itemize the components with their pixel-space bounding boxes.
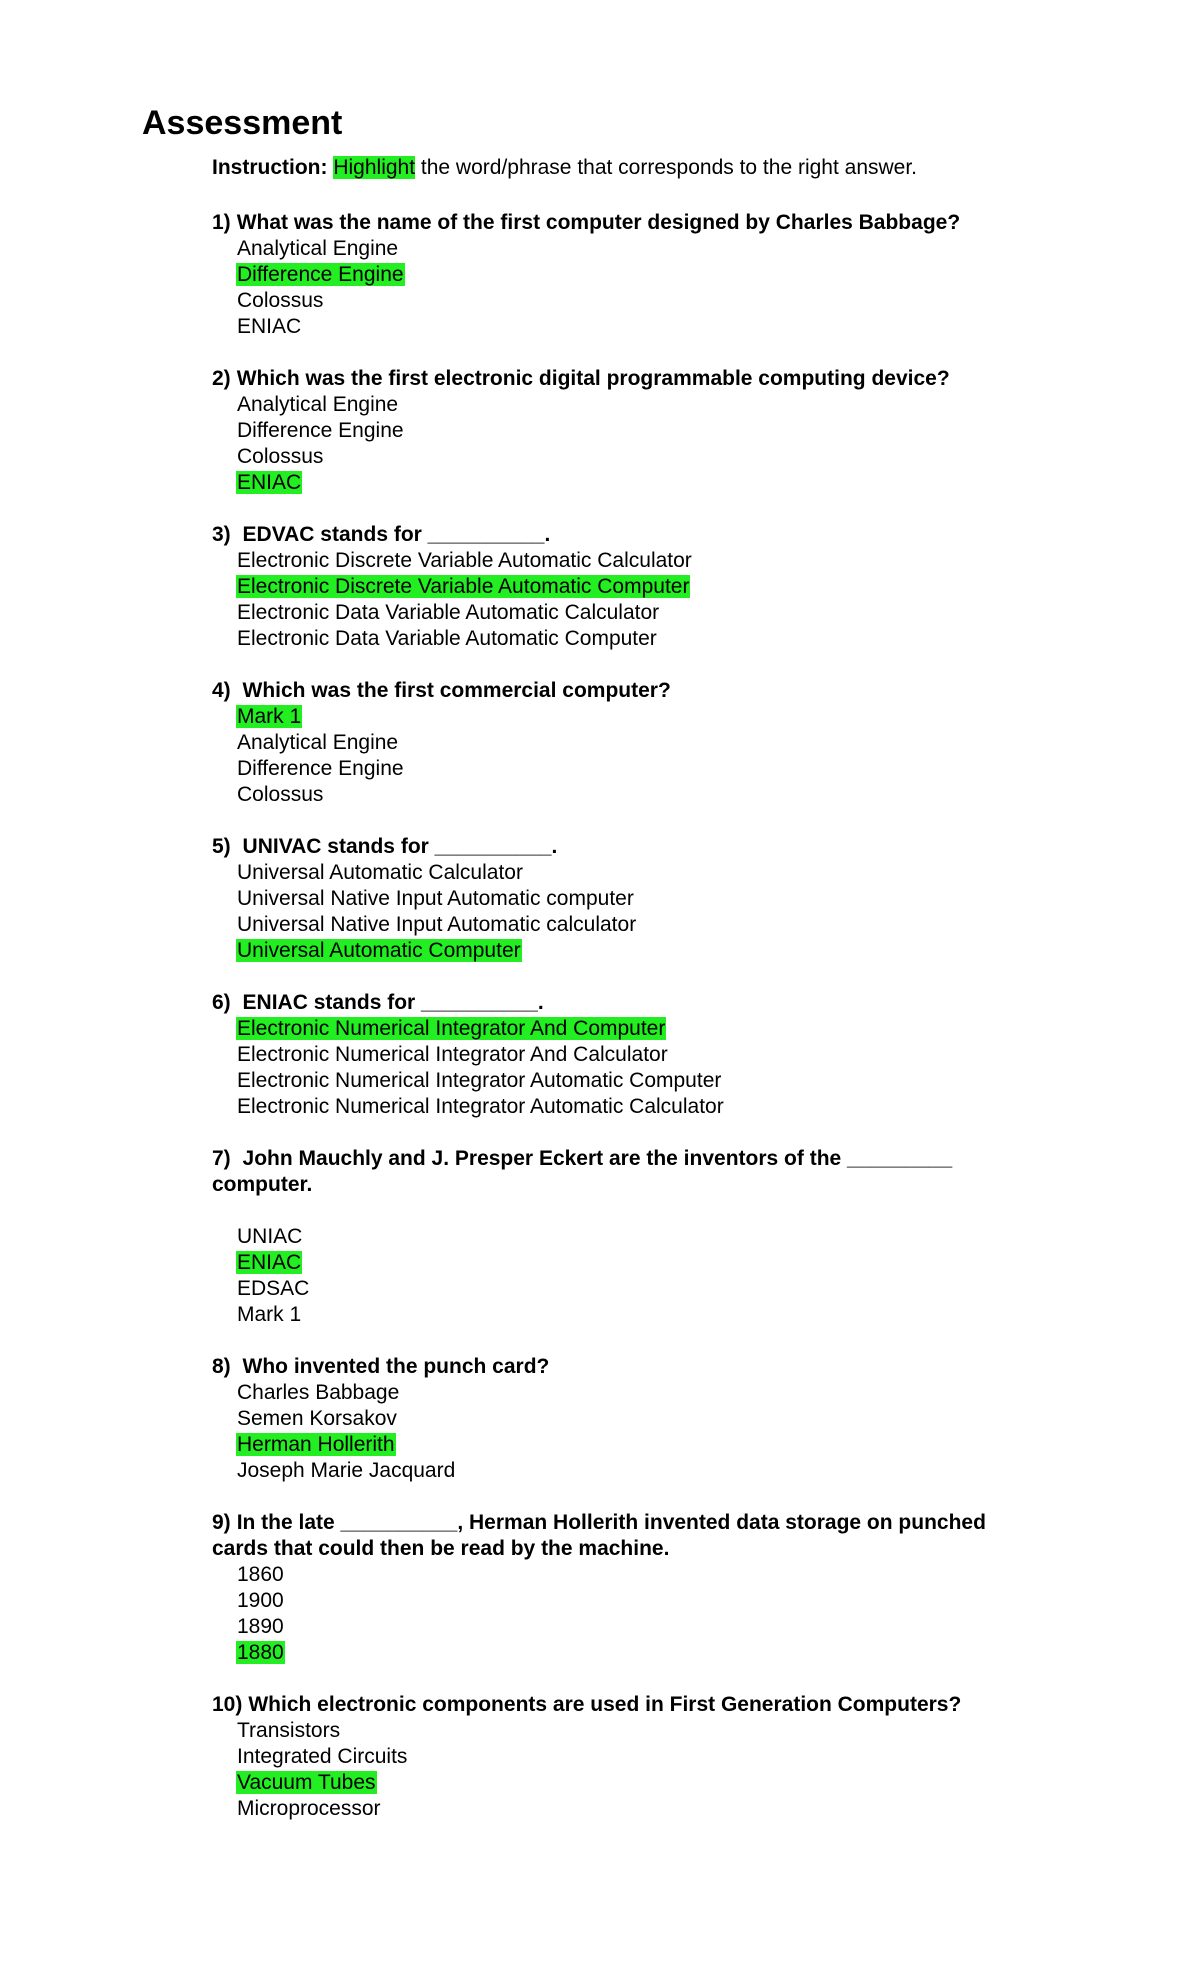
answer-option[interactable]	[236, 860, 1032, 886]
question-prompt: EDVAC stands for __________.	[236, 523, 551, 546]
question-number: 5)	[212, 835, 231, 858]
answer-option-text: Electronic Numerical Integrator And Calculator	[237, 1043, 668, 1066]
highlighted-answer: Universal Automatic Computer	[237, 939, 521, 962]
answer-options	[212, 392, 1032, 496]
answer-options	[212, 548, 1032, 652]
answer-option-text: 1860	[237, 1563, 284, 1586]
instruction	[212, 153, 917, 183]
answer-option[interactable]	[236, 1562, 1032, 1588]
question-text	[212, 1354, 1032, 1380]
question-block	[212, 522, 1032, 652]
answer-options	[212, 704, 1032, 808]
question-block	[212, 678, 1032, 808]
answer-option[interactable]	[236, 1224, 1032, 1250]
answer-option[interactable]	[236, 704, 1032, 730]
instruction-highlight-word: Highlight	[333, 156, 416, 179]
answer-option[interactable]	[236, 1068, 1032, 1094]
question-text	[212, 1146, 1032, 1198]
answer-option[interactable]	[236, 886, 1032, 912]
answer-option[interactable]	[236, 1016, 1032, 1042]
answer-option-text: Analytical Engine	[237, 237, 399, 260]
answer-option-text: Electronic Data Variable Automatic Calculator	[237, 601, 660, 624]
question-block	[212, 1354, 1032, 1484]
answer-option[interactable]	[236, 730, 1032, 756]
answer-options	[212, 1380, 1032, 1484]
page-title: Assessment	[142, 104, 343, 142]
answer-options	[212, 1718, 1032, 1822]
question-prompt: John Mauchly and J. Presper Eckert are the inventors of the _________ computer.	[212, 1147, 953, 1196]
answer-option[interactable]	[236, 1042, 1032, 1068]
answer-option-text: 1890	[237, 1615, 284, 1638]
answer-option[interactable]	[236, 1614, 1032, 1640]
question-number: 8)	[212, 1355, 231, 1378]
answer-options	[212, 860, 1032, 964]
answer-option[interactable]	[236, 444, 1032, 470]
answer-option[interactable]	[236, 1640, 1032, 1666]
highlighted-answer: Electronic Numerical Integrator And Computer	[237, 1017, 666, 1040]
answer-option-text: Semen Korsakov	[237, 1407, 397, 1430]
answer-option[interactable]	[236, 236, 1032, 262]
answer-option-text: Difference Engine	[237, 419, 404, 442]
answer-option[interactable]	[236, 600, 1032, 626]
answer-option-text: Colossus	[237, 783, 324, 806]
question-number: 7)	[212, 1147, 231, 1170]
question-prompt: Which was the first commercial computer?	[236, 679, 671, 702]
answer-option[interactable]	[236, 288, 1032, 314]
answer-option[interactable]	[236, 262, 1032, 288]
answer-option[interactable]	[236, 314, 1032, 340]
answer-option[interactable]	[236, 470, 1032, 496]
answer-option[interactable]	[236, 938, 1032, 964]
answer-options	[212, 1562, 1032, 1666]
answer-option-text: Integrated Circuits	[237, 1745, 408, 1768]
question-prompt: Who invented the punch card?	[236, 1355, 550, 1378]
answer-option[interactable]	[236, 1458, 1032, 1484]
answer-options	[212, 1016, 1032, 1120]
answer-option-text: EDSAC	[237, 1277, 310, 1300]
question-block	[212, 1692, 1032, 1822]
highlighted-answer: Vacuum Tubes	[237, 1771, 376, 1794]
highlighted-answer: Mark 1	[237, 705, 302, 728]
question-prompt: What was the name of the first computer designed by Charles Babbage?	[236, 211, 961, 234]
instruction-text: the word/phrase that corresponds to the right answer.	[415, 156, 918, 179]
answer-option-text: Analytical Engine	[237, 393, 399, 416]
answer-option-text: Colossus	[237, 289, 324, 312]
answer-option-text: 1900	[237, 1589, 284, 1612]
question-prompt: Which was the first electronic digital programmable computing device?	[236, 367, 950, 390]
answer-option[interactable]	[236, 782, 1032, 808]
highlighted-answer: Electronic Discrete Variable Automatic Computer	[237, 575, 690, 598]
question-text	[212, 1692, 1032, 1718]
answer-option-text: Difference Engine	[237, 757, 404, 780]
question-prompt: ENIAC stands for __________.	[236, 991, 544, 1014]
highlighted-answer: ENIAC	[237, 471, 302, 494]
highlighted-answer: ENIAC	[237, 1251, 302, 1274]
answer-option-text: Transistors	[237, 1719, 341, 1742]
question-number: 9)	[212, 1511, 231, 1534]
answer-option-text: Universal Automatic Calculator	[237, 861, 523, 884]
answer-option[interactable]	[236, 1276, 1032, 1302]
question-text	[212, 210, 1032, 236]
answer-option[interactable]	[236, 392, 1032, 418]
answer-option-text: Electronic Data Variable Automatic Computer	[237, 627, 657, 650]
answer-option[interactable]	[236, 1432, 1032, 1458]
answer-option-text: Colossus	[237, 445, 324, 468]
question-prompt: UNIVAC stands for __________.	[236, 835, 558, 858]
answer-option[interactable]	[236, 574, 1032, 600]
answer-option[interactable]	[236, 1718, 1032, 1744]
answer-option[interactable]	[236, 1302, 1032, 1328]
answer-option-text: ENIAC	[237, 315, 302, 338]
question-text	[212, 990, 1032, 1016]
answer-option[interactable]	[236, 1744, 1032, 1770]
question-block	[212, 834, 1032, 964]
question-prompt: Which electronic components are used in First Generation Computers?	[248, 1693, 962, 1716]
answer-option[interactable]	[236, 1796, 1032, 1822]
answer-option-text: Analytical Engine	[237, 731, 399, 754]
question-number: 10)	[212, 1693, 243, 1716]
question-text	[212, 1510, 1032, 1562]
question-number: 3)	[212, 523, 231, 546]
answer-option-text: Universal Native Input Automatic computer	[237, 887, 634, 910]
answer-option-text: Electronic Numerical Integrator Automatic Computer	[237, 1069, 722, 1092]
answer-option[interactable]	[236, 418, 1032, 444]
highlighted-answer: Difference Engine	[237, 263, 404, 286]
question-number: 2)	[212, 367, 231, 390]
answer-option-text: Joseph Marie Jacquard	[237, 1459, 456, 1482]
question-number: 4)	[212, 679, 231, 702]
question-block	[212, 1510, 1032, 1666]
question-text	[212, 366, 1032, 392]
answer-options	[212, 236, 1032, 340]
question-prompt: In the late __________, Herman Hollerith invented data storage on punched cards that could then be read by the machine.	[212, 1511, 986, 1560]
answer-option[interactable]	[236, 1406, 1032, 1432]
highlighted-answer: Herman Hollerith	[237, 1433, 395, 1456]
answer-option[interactable]	[236, 1250, 1032, 1276]
question-block	[212, 366, 1032, 496]
answer-option[interactable]	[236, 912, 1032, 938]
question-number: 1)	[212, 211, 231, 234]
question-block	[212, 1146, 1032, 1328]
answer-option-text: Universal Native Input Automatic calculator	[237, 913, 637, 936]
highlighted-answer: 1880	[237, 1641, 284, 1664]
question-number: 6)	[212, 991, 231, 1014]
answer-option[interactable]	[236, 1380, 1032, 1406]
instruction-label: Instruction:	[212, 156, 328, 179]
answer-option-text: Microprocessor	[237, 1797, 381, 1820]
question-list	[212, 210, 1032, 1848]
answer-option-text: Electronic Numerical Integrator Automatic Calculator	[237, 1095, 724, 1118]
answer-option[interactable]	[236, 1770, 1032, 1796]
answer-option-text: Electronic Discrete Variable Automatic Calculator	[237, 549, 692, 572]
question-text	[212, 834, 1032, 860]
answer-option[interactable]	[236, 756, 1032, 782]
question-text	[212, 678, 1032, 704]
answer-options	[212, 1224, 1032, 1328]
answer-option[interactable]	[236, 548, 1032, 574]
question-text	[212, 522, 1032, 548]
answer-option[interactable]	[236, 1094, 1032, 1120]
answer-option-text: Charles Babbage	[237, 1381, 400, 1404]
answer-option-text: Mark 1	[237, 1303, 302, 1326]
answer-option[interactable]	[236, 626, 1032, 652]
question-block	[212, 990, 1032, 1120]
answer-option-text: UNIAC	[237, 1225, 303, 1248]
answer-option[interactable]	[236, 1588, 1032, 1614]
question-block	[212, 210, 1032, 340]
